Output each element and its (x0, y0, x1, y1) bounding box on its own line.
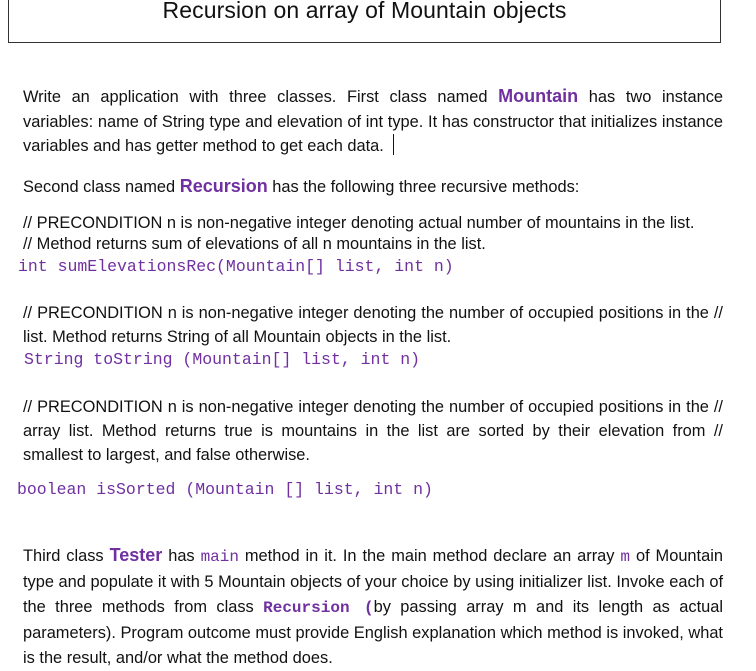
recursion-paragraph (23, 174, 723, 200)
method2-signature: String toString (Mountain[] list, int n) (24, 350, 421, 369)
recursion-text-end: has the following three recursive methods: (267, 178, 580, 196)
method2-comment: // PRECONDITION n is non-negative integer denoting the number of occupied positions in the // list. Method returns String of all Mountain objects in the list. (23, 304, 723, 346)
array-m-code: m (620, 548, 631, 566)
method3-signature: boolean isSorted (Mountain [] list, int n) (17, 480, 433, 499)
page-title: Recursion on array of Mountain objects (162, 0, 567, 23)
tester-text-1: Third class (23, 547, 110, 565)
method3-comment: // PRECONDITION n is non-negative integer denoting the number of occupied positions in the // array list. Method returns true is mountains in the list are sorted by their elevation from // smallest to largest, and false otherwise. (23, 398, 723, 464)
recursion-keyword: Recursion (179, 176, 268, 196)
intro-paragraph (23, 84, 723, 159)
method1-comment-line2: // Method returns sum of elevations of all n mountains in the list. (23, 235, 486, 253)
mountain-keyword: Mountain (498, 86, 579, 106)
method1-signature: int sumElevationsRec(Mountain[] list, int n) (18, 257, 454, 276)
tester-text-5: by passing array m and its length as actual parameters). Program outcome must provide English explanation which method is invoked, what is the result, and/or what the method does. (23, 598, 724, 667)
recursion-text-start: Second class named (23, 178, 180, 196)
intro-text-end: has two instance variables: name of String type and elevation of int type. It has constructor that initializes instance variables and has getter method to get each data. (23, 88, 723, 155)
tester-paragraph (23, 543, 723, 671)
tester-text-4: of Mountain type and populate it with 5 Mountain objects of your choice by using initializer list. Invoke each of the three methods from class (23, 547, 723, 616)
title-box (8, 0, 721, 43)
tester-text-3: method in it. In the main method declare an array (238, 547, 621, 565)
tester-text-2: has (162, 547, 201, 565)
text-cursor (393, 134, 394, 155)
main-code: main (200, 548, 239, 566)
tester-keyword: Tester (109, 545, 163, 565)
method1-comment-line1: // PRECONDITION n is non-negative integer denoting actual number of mountains in the list. (23, 214, 695, 232)
method1-comment (23, 213, 723, 255)
recursion-code-keyword: Recursion ( (263, 599, 374, 617)
intro-text-start: Write an application with three classes. First class named (23, 88, 499, 106)
